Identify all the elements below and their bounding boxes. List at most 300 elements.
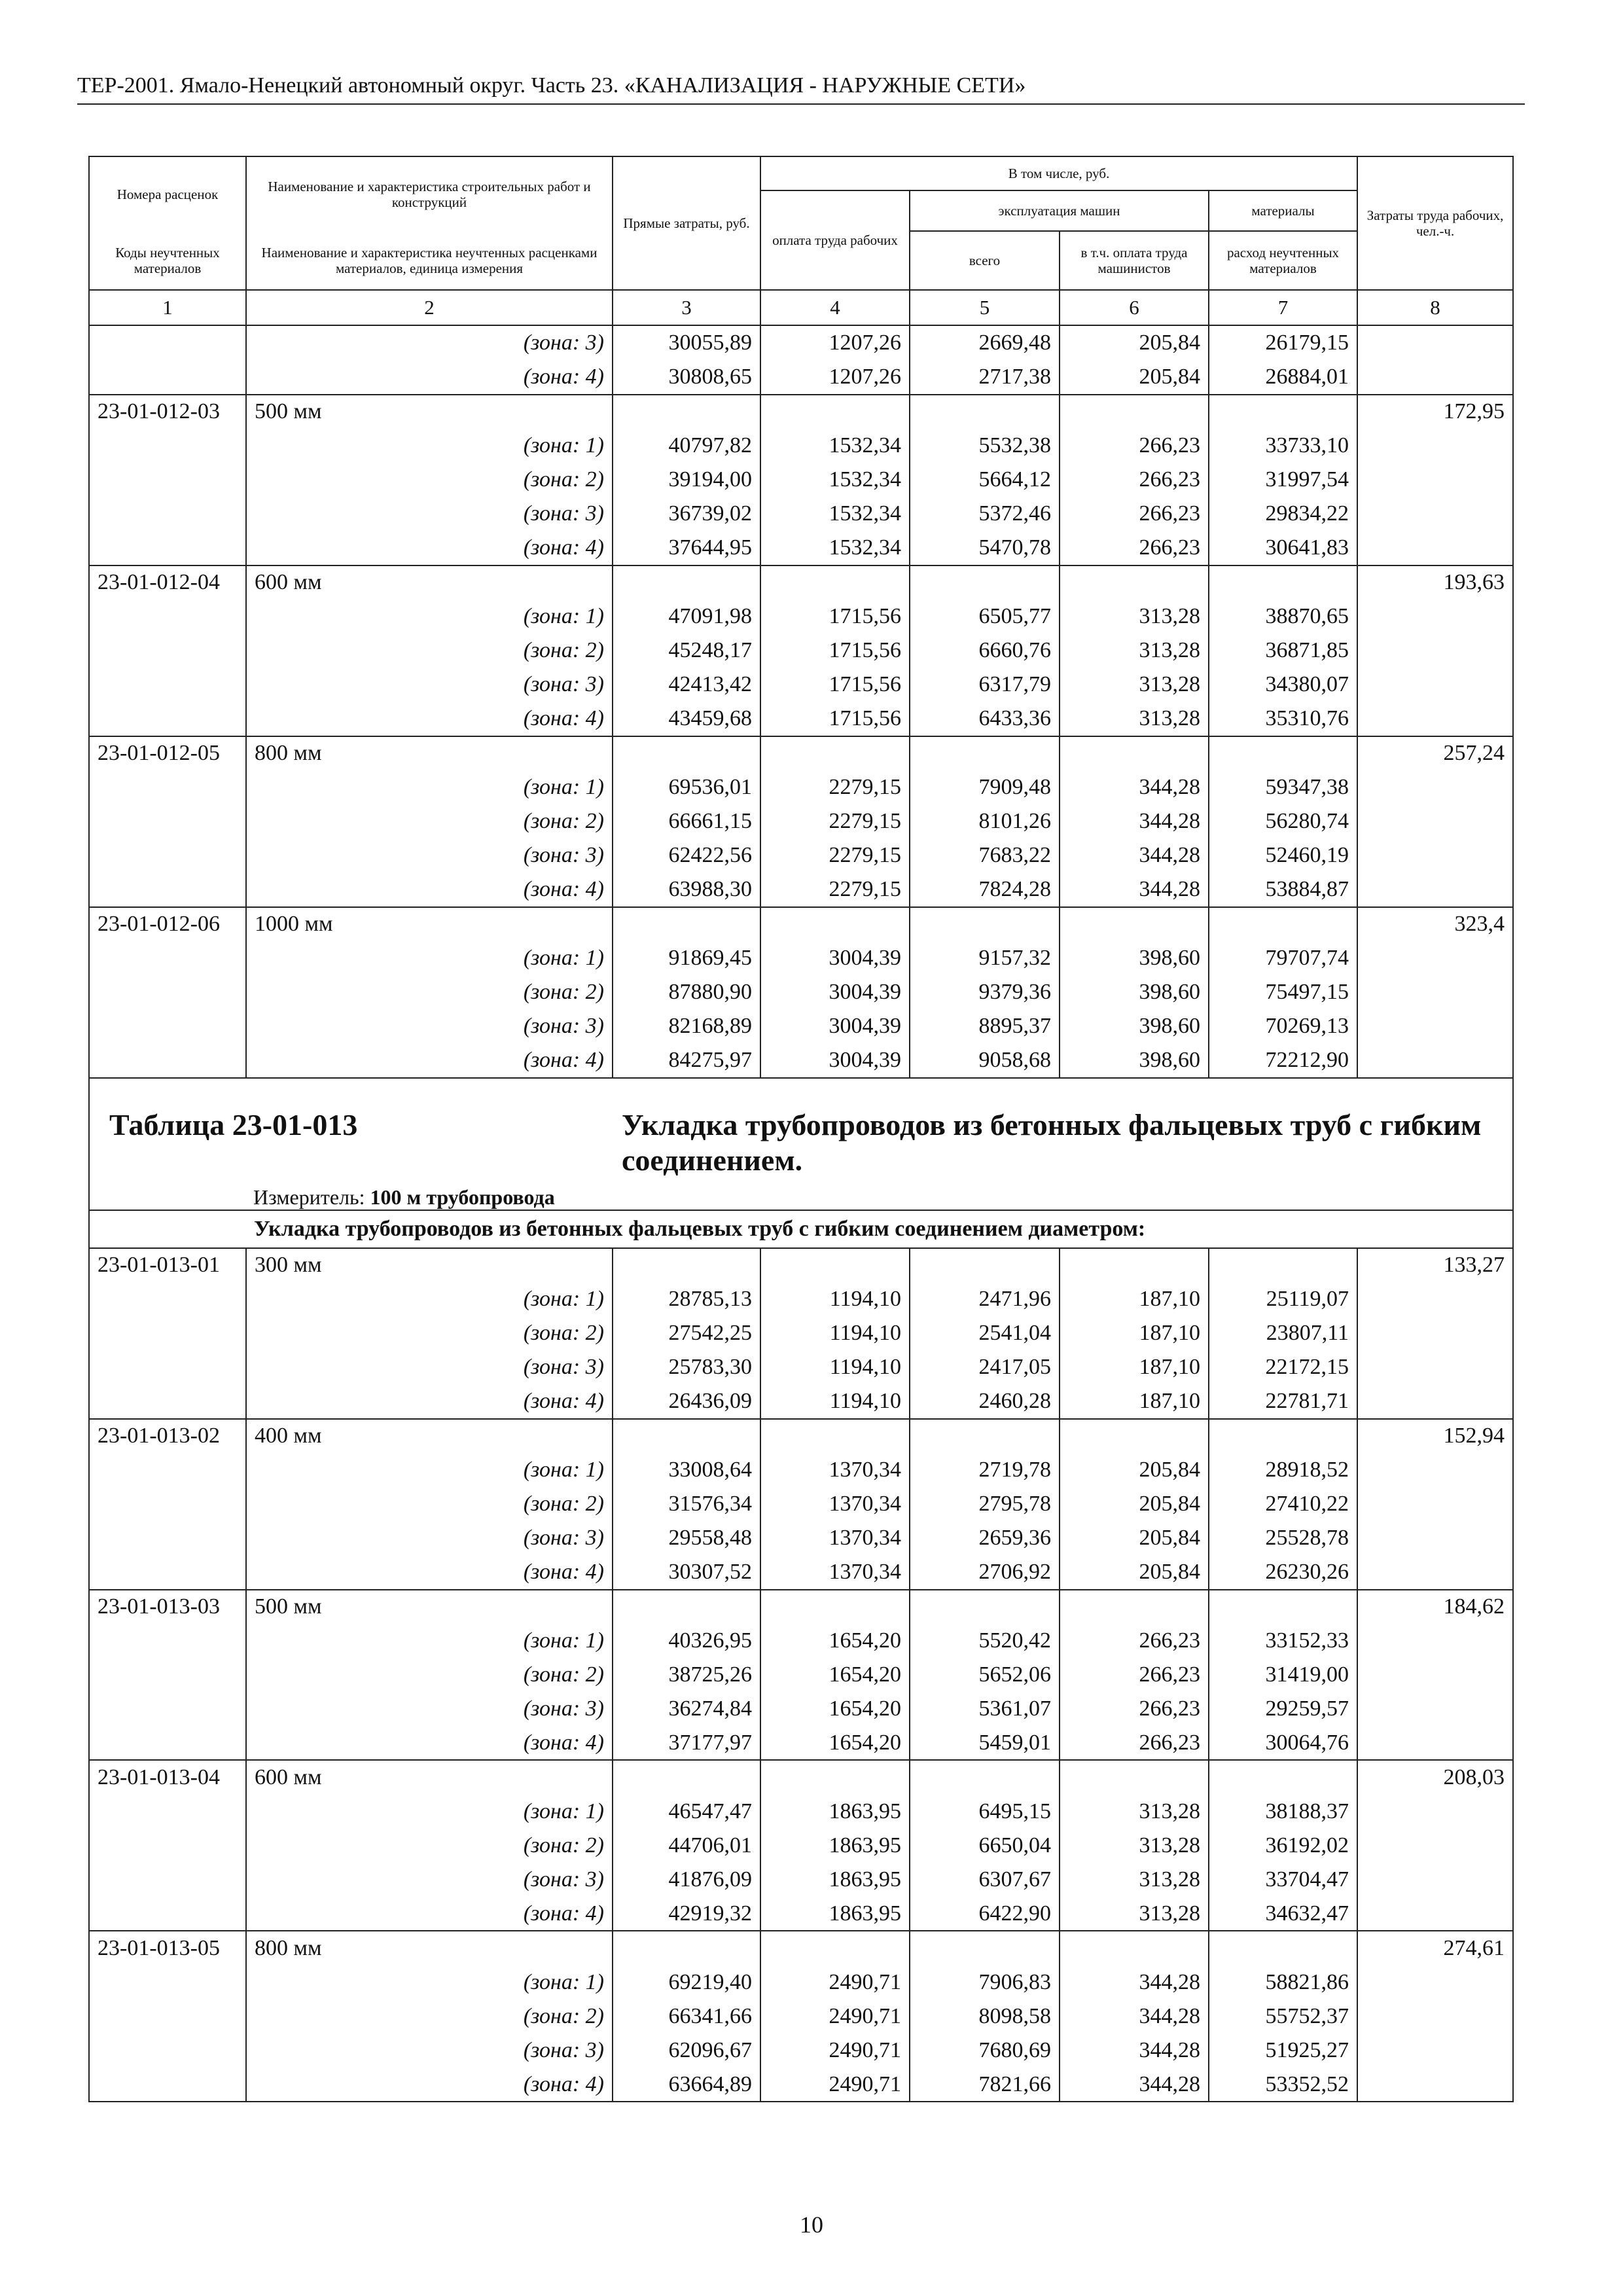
table-row [89, 872, 1513, 907]
table-row [89, 1248, 1513, 1283]
zone-label: (зона: 4) [246, 531, 613, 565]
machines-total: 2669,48 [910, 325, 1060, 360]
labor-pay: 1207,26 [760, 325, 910, 360]
empty-cell [613, 1419, 760, 1454]
code-cell [89, 1350, 246, 1384]
materials-cost: 26884,01 [1209, 360, 1357, 395]
col5-header: всего [910, 231, 1060, 290]
machinists-pay: 266,23 [1060, 497, 1209, 531]
table-row [89, 770, 1513, 804]
code-cell [89, 463, 246, 497]
zone-label: (зона: 1) [246, 429, 613, 463]
labor-pay: 2490,71 [760, 2068, 910, 2102]
machines-total: 5361,07 [910, 1692, 1060, 1726]
item-name: 1000 мм [246, 907, 613, 942]
labor-pay: 1194,10 [760, 1282, 910, 1316]
labor-hours [1357, 1555, 1513, 1590]
code-cell [89, 1384, 246, 1419]
rate-code: 23-01-012-04 [89, 565, 246, 600]
table-row [89, 1692, 1513, 1726]
code-cell [89, 531, 246, 565]
code-cell [89, 2034, 246, 2068]
measure-label: Измеритель: [253, 1185, 365, 1209]
table-row [89, 804, 1513, 838]
code-cell [89, 1453, 246, 1487]
item-name: 500 мм [246, 1590, 613, 1624]
labor-hours [1357, 1692, 1513, 1726]
labor-hours [1357, 531, 1513, 565]
empty-cell [1209, 736, 1357, 771]
labor-hours [1357, 325, 1513, 360]
labor-hours [1357, 1453, 1513, 1487]
labor-pay: 1370,34 [760, 1453, 910, 1487]
labor-pay: 1863,95 [760, 1897, 910, 1931]
labor-pay: 1654,20 [760, 1658, 910, 1692]
materials-cost: 38188,37 [1209, 1795, 1357, 1829]
column-number: 7 [1209, 290, 1357, 325]
materials-cost: 33704,47 [1209, 1863, 1357, 1897]
table-row [89, 1282, 1513, 1316]
machinists-pay: 187,10 [1060, 1384, 1209, 1419]
col3-header: Прямые затраты, руб. [613, 156, 760, 290]
item-name: 400 мм [246, 1419, 613, 1454]
machinists-pay: 266,23 [1060, 1624, 1209, 1658]
empty-cell [613, 1931, 760, 1965]
materials-cost: 30641,83 [1209, 531, 1357, 565]
empty-cell [1060, 1931, 1209, 1965]
labor-hours [1357, 463, 1513, 497]
machines-total: 8895,37 [910, 1009, 1060, 1043]
code-cell [89, 600, 246, 634]
empty-cell [1209, 1590, 1357, 1624]
direct-cost: 44706,01 [613, 1829, 760, 1863]
code-cell [89, 2000, 246, 2034]
machines-total: 6317,79 [910, 668, 1060, 702]
direct-cost: 42413,42 [613, 668, 760, 702]
materials-cost: 72212,90 [1209, 1043, 1357, 1078]
machines-total: 2717,38 [910, 360, 1060, 395]
empty-cell [1209, 1931, 1357, 1965]
materials-cost: 53884,87 [1209, 872, 1357, 907]
labor-hours [1357, 1316, 1513, 1350]
table-013-section-title: Укладка трубопроводов из бетонных фальцевых труб с гибким соединением диаметром: [246, 1210, 1513, 1248]
table-row [89, 1863, 1513, 1897]
empty-cell [1060, 1419, 1209, 1454]
materials-cost: 22781,71 [1209, 1384, 1357, 1419]
labor-hours [1357, 2068, 1513, 2102]
table-row [89, 2000, 1513, 2034]
zone-label: (зона: 2) [246, 804, 613, 838]
table-row [89, 1658, 1513, 1692]
table-row [89, 1487, 1513, 1521]
group-header-materials: материалы [1209, 190, 1357, 231]
column-number: 3 [613, 290, 760, 325]
table-row [89, 941, 1513, 975]
item-name: 300 мм [246, 1248, 613, 1283]
table-row [89, 1965, 1513, 2000]
col8-header: Затраты труда рабочих, чел.-ч. [1357, 156, 1513, 290]
machinists-pay: 398,60 [1060, 1009, 1209, 1043]
col2-header-bottom: Наименование и характеристика неучтенных расценками материалов, единица измерения [246, 231, 613, 290]
code-cell [89, 360, 246, 395]
table-013-title-row [89, 1078, 1513, 1210]
machines-total: 2541,04 [910, 1316, 1060, 1350]
machinists-pay: 266,23 [1060, 429, 1209, 463]
zone-label: (зона: 4) [246, 1897, 613, 1931]
machines-total: 5459,01 [910, 1726, 1060, 1761]
direct-cost: 30307,52 [613, 1555, 760, 1590]
machinists-pay: 344,28 [1060, 804, 1209, 838]
table-row [89, 1009, 1513, 1043]
zone-label: (зона: 1) [246, 1453, 613, 1487]
labor-hours [1357, 1965, 1513, 2000]
zone-label: (зона: 2) [246, 1658, 613, 1692]
empty-cell [1209, 1248, 1357, 1283]
labor-pay: 1207,26 [760, 360, 910, 395]
direct-cost: 62096,67 [613, 2034, 760, 2068]
labor-hours [1357, 668, 1513, 702]
labor-hours [1357, 497, 1513, 531]
machines-total: 5470,78 [910, 531, 1060, 565]
table-row [89, 1384, 1513, 1419]
direct-cost: 63988,30 [613, 872, 760, 907]
table-row [89, 1931, 1513, 1965]
table-row [89, 1590, 1513, 1624]
materials-cost: 51925,27 [1209, 2034, 1357, 2068]
labor-hours: 172,95 [1357, 395, 1513, 429]
labor-pay: 1715,56 [760, 634, 910, 668]
zone-label: (зона: 1) [246, 1282, 613, 1316]
zone-label: (зона: 3) [246, 1692, 613, 1726]
labor-hours [1357, 702, 1513, 736]
materials-cost: 35310,76 [1209, 702, 1357, 736]
measure-value: 100 м трубопровода [370, 1185, 555, 1209]
materials-cost: 33152,33 [1209, 1624, 1357, 1658]
machines-total: 7821,66 [910, 2068, 1060, 2102]
labor-hours [1357, 1521, 1513, 1555]
labor-pay: 1863,95 [760, 1863, 910, 1897]
direct-cost: 84275,97 [613, 1043, 760, 1078]
labor-hours: 274,61 [1357, 1931, 1513, 1965]
machines-total: 5372,46 [910, 497, 1060, 531]
zone-label: (зона: 4) [246, 2068, 613, 2102]
code-cell [89, 1555, 246, 1590]
machinists-pay: 313,28 [1060, 600, 1209, 634]
labor-pay: 1370,34 [760, 1521, 910, 1555]
machinists-pay: 205,84 [1060, 1555, 1209, 1590]
direct-cost: 25783,30 [613, 1350, 760, 1384]
col2-header-top: Наименование и характеристика строительных работ и конструкций [246, 156, 613, 231]
labor-pay: 1654,20 [760, 1624, 910, 1658]
labor-pay: 1532,34 [760, 463, 910, 497]
empty-cell [760, 395, 910, 429]
empty-cell [910, 1760, 1060, 1795]
empty-cell [613, 395, 760, 429]
machinists-pay: 313,28 [1060, 634, 1209, 668]
empty-cell [760, 1248, 910, 1283]
machinists-pay: 313,28 [1060, 702, 1209, 736]
zone-label: (зона: 2) [246, 1487, 613, 1521]
materials-cost: 33733,10 [1209, 429, 1357, 463]
empty-cell [613, 1760, 760, 1795]
labor-hours: 208,03 [1357, 1760, 1513, 1795]
labor-hours [1357, 600, 1513, 634]
machines-total: 6307,67 [910, 1863, 1060, 1897]
materials-cost: 29834,22 [1209, 497, 1357, 531]
labor-hours [1357, 634, 1513, 668]
machines-total: 2795,78 [910, 1487, 1060, 1521]
direct-cost: 69219,40 [613, 1965, 760, 2000]
materials-cost: 79707,74 [1209, 941, 1357, 975]
empty-cell [1209, 565, 1357, 600]
rate-code: 23-01-013-03 [89, 1590, 246, 1624]
materials-cost: 31419,00 [1209, 1658, 1357, 1692]
machinists-pay: 313,28 [1060, 1795, 1209, 1829]
direct-cost: 66341,66 [613, 2000, 760, 2034]
machines-total: 6505,77 [910, 600, 1060, 634]
direct-cost: 40326,95 [613, 1624, 760, 1658]
machines-total: 6495,15 [910, 1795, 1060, 1829]
labor-hours [1357, 1795, 1513, 1829]
empty-cell [613, 1248, 760, 1283]
code-cell [89, 668, 246, 702]
labor-pay: 1370,34 [760, 1555, 910, 1590]
labor-hours [1357, 1863, 1513, 1897]
zone-label: (зона: 4) [246, 1555, 613, 1590]
labor-pay: 2279,15 [760, 872, 910, 907]
materials-cost: 34380,07 [1209, 668, 1357, 702]
empty-cell [1209, 1760, 1357, 1795]
table-013-name: Укладка трубопроводов из бетонных фальцевых труб с гибким соединением. [622, 1107, 1482, 1177]
rate-code: 23-01-012-03 [89, 395, 246, 429]
labor-pay: 1194,10 [760, 1350, 910, 1384]
empty-cell [1060, 736, 1209, 771]
direct-cost: 42919,32 [613, 1897, 760, 1931]
code-cell [89, 1658, 246, 1692]
column-number: 4 [760, 290, 910, 325]
machinists-pay: 205,84 [1060, 360, 1209, 395]
machines-total: 7909,48 [910, 770, 1060, 804]
table-row [89, 1624, 1513, 1658]
direct-cost: 28785,13 [613, 1282, 760, 1316]
table-row [89, 2068, 1513, 2102]
zone-label: (зона: 1) [246, 1795, 613, 1829]
table-row [89, 1555, 1513, 1590]
table-012-body [89, 325, 1513, 1078]
zone-label: (зона: 3) [246, 1350, 613, 1384]
labor-pay: 2490,71 [760, 1965, 910, 2000]
machinists-pay: 187,10 [1060, 1350, 1209, 1384]
empty-cell [760, 1419, 910, 1454]
table-row [89, 1795, 1513, 1829]
machinists-pay: 187,10 [1060, 1282, 1209, 1316]
table-row [89, 736, 1513, 771]
machines-total: 5652,06 [910, 1658, 1060, 1692]
zone-label: (зона: 1) [246, 770, 613, 804]
table-013-section-row [89, 1210, 1513, 1248]
empty-cell [760, 1590, 910, 1624]
zone-label: (зона: 4) [246, 872, 613, 907]
machinists-pay: 205,84 [1060, 325, 1209, 360]
empty-cell [760, 565, 910, 600]
labor-hours [1357, 872, 1513, 907]
materials-cost: 58821,86 [1209, 1965, 1357, 2000]
labor-pay: 3004,39 [760, 975, 910, 1009]
empty-cell [613, 736, 760, 771]
table-row [89, 600, 1513, 634]
machinists-pay: 313,28 [1060, 1829, 1209, 1863]
item-name: 500 мм [246, 395, 613, 429]
labor-hours: 133,27 [1357, 1248, 1513, 1283]
machinists-pay: 266,23 [1060, 1658, 1209, 1692]
labor-hours [1357, 838, 1513, 872]
code-cell [89, 1965, 246, 2000]
machines-total: 5520,42 [910, 1624, 1060, 1658]
labor-hours [1357, 770, 1513, 804]
labor-pay: 1715,56 [760, 702, 910, 736]
materials-cost: 26230,26 [1209, 1555, 1357, 1590]
empty-cell [1060, 395, 1209, 429]
direct-cost: 87880,90 [613, 975, 760, 1009]
item-name: 600 мм [246, 565, 613, 600]
group-header-including: В том числе, руб. [760, 156, 1357, 190]
code-cell [89, 1897, 246, 1931]
labor-hours [1357, 1897, 1513, 1931]
col7-header: расход неучтенных материалов [1209, 231, 1357, 290]
direct-cost: 82168,89 [613, 1009, 760, 1043]
empty-cell [1209, 395, 1357, 429]
col1-header-bottom: Коды неучтенных материалов [89, 231, 246, 290]
labor-hours [1357, 975, 1513, 1009]
table-row [89, 634, 1513, 668]
table-row [89, 1829, 1513, 1863]
direct-cost: 47091,98 [613, 600, 760, 634]
materials-cost: 59347,38 [1209, 770, 1357, 804]
direct-cost: 38725,26 [613, 1658, 760, 1692]
labor-pay: 3004,39 [760, 1009, 910, 1043]
table-row [89, 975, 1513, 1009]
machinists-pay: 344,28 [1060, 2068, 1209, 2102]
table-row [89, 1043, 1513, 1078]
machines-total: 7680,69 [910, 2034, 1060, 2068]
empty-cell [910, 1419, 1060, 1454]
materials-cost: 27410,22 [1209, 1487, 1357, 1521]
zone-label: (зона: 1) [246, 941, 613, 975]
empty-cell [1209, 907, 1357, 942]
column-number: 1 [89, 290, 246, 325]
labor-pay: 1532,34 [760, 497, 910, 531]
machines-total: 2706,92 [910, 1555, 1060, 1590]
labor-pay: 1863,95 [760, 1795, 910, 1829]
empty-cell [1060, 565, 1209, 600]
code-cell [89, 429, 246, 463]
materials-cost: 36871,85 [1209, 634, 1357, 668]
machinists-pay: 344,28 [1060, 838, 1209, 872]
labor-hours: 323,4 [1357, 907, 1513, 942]
machinists-pay: 205,84 [1060, 1453, 1209, 1487]
code-cell [89, 1795, 246, 1829]
code-cell [89, 770, 246, 804]
zone-label: (зона: 2) [246, 634, 613, 668]
materials-cost: 36192,02 [1209, 1829, 1357, 1863]
rate-code: 23-01-013-04 [89, 1760, 246, 1795]
code-cell [89, 838, 246, 872]
empty-cell [760, 736, 910, 771]
machines-total: 6660,76 [910, 634, 1060, 668]
table-row [89, 1521, 1513, 1555]
machines-total: 8101,26 [910, 804, 1060, 838]
table-row [89, 325, 1513, 360]
machinists-pay: 205,84 [1060, 1487, 1209, 1521]
direct-cost: 37644,95 [613, 531, 760, 565]
labor-hours [1357, 2034, 1513, 2068]
materials-cost: 25119,07 [1209, 1282, 1357, 1316]
materials-cost: 53352,52 [1209, 2068, 1357, 2102]
machines-total: 2719,78 [910, 1453, 1060, 1487]
labor-pay: 1532,34 [760, 531, 910, 565]
group-header-machines: эксплуатация машин [910, 190, 1209, 231]
empty-cell [613, 1590, 760, 1624]
machinists-pay: 266,23 [1060, 1726, 1209, 1761]
machines-total: 7906,83 [910, 1965, 1060, 2000]
labor-pay: 1654,20 [760, 1726, 910, 1761]
machinists-pay: 344,28 [1060, 1965, 1209, 2000]
machines-total: 9058,68 [910, 1043, 1060, 1078]
materials-cost: 22172,15 [1209, 1350, 1357, 1384]
table-row [89, 1760, 1513, 1795]
direct-cost: 30808,65 [613, 360, 760, 395]
materials-cost: 34632,47 [1209, 1897, 1357, 1931]
machinists-pay: 205,84 [1060, 1521, 1209, 1555]
materials-cost: 52460,19 [1209, 838, 1357, 872]
machinists-pay: 398,60 [1060, 1043, 1209, 1078]
machinists-pay: 313,28 [1060, 668, 1209, 702]
empty-cell [910, 565, 1060, 600]
table-row [89, 463, 1513, 497]
machinists-pay: 266,23 [1060, 531, 1209, 565]
table-row [89, 1726, 1513, 1761]
table-row [89, 429, 1513, 463]
labor-hours [1357, 360, 1513, 395]
labor-hours [1357, 1624, 1513, 1658]
materials-cost: 25528,78 [1209, 1521, 1357, 1555]
empty-cell [910, 395, 1060, 429]
machinists-pay: 344,28 [1060, 2000, 1209, 2034]
labor-hours [1357, 1384, 1513, 1419]
table-row [89, 907, 1513, 942]
col6-header: в т.ч. оплата труда машинистов [1060, 231, 1209, 290]
code-cell [89, 1692, 246, 1726]
labor-pay: 3004,39 [760, 1043, 910, 1078]
table-row [89, 702, 1513, 736]
direct-cost: 40797,82 [613, 429, 760, 463]
direct-cost: 30055,89 [613, 325, 760, 360]
price-table [88, 156, 1514, 2102]
direct-cost: 63664,89 [613, 2068, 760, 2102]
zone-label: (зона: 3) [246, 838, 613, 872]
machinists-pay: 344,28 [1060, 770, 1209, 804]
zone-label: (зона: 2) [246, 975, 613, 1009]
labor-hours [1357, 1829, 1513, 1863]
materials-cost: 56280,74 [1209, 804, 1357, 838]
labor-pay: 2490,71 [760, 2000, 910, 2034]
zone-label: (зона: 3) [246, 325, 613, 360]
code-cell [89, 1624, 246, 1658]
machinists-pay: 398,60 [1060, 975, 1209, 1009]
direct-cost: 27542,25 [613, 1316, 760, 1350]
column-number: 5 [910, 290, 1060, 325]
empty-cell [1209, 1419, 1357, 1454]
